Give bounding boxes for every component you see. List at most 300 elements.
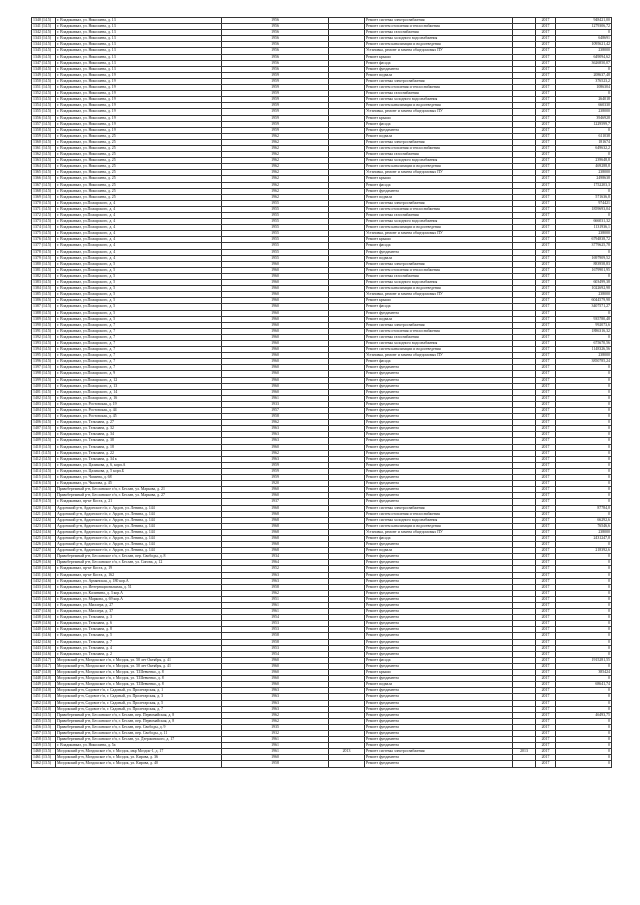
cost-cell: 0 — [556, 590, 612, 596]
repair-year-cell: 2017 — [536, 566, 556, 572]
work-type-cell: Установка, ремонт и замена общедомовых ПУ — [365, 231, 513, 237]
work-type-cell: Ремонт фундамента — [365, 639, 513, 645]
repair-year-cell: 2017 — [536, 420, 556, 426]
cost-cell: 1095621,42 — [556, 42, 612, 48]
cost-cell: 1148326,56 — [556, 347, 612, 353]
work-type-cell: Ремонт фундамента — [365, 627, 513, 633]
build-year-cell: 1962 — [222, 188, 329, 194]
plan-year-cell — [513, 761, 536, 767]
row-number-cell: 1397 (14.5) — [32, 365, 56, 371]
row-number-cell: 1371 (14.5) — [32, 206, 56, 212]
repair-year-cell: 2017 — [536, 493, 556, 499]
row-number-cell: 1379 (14.5) — [32, 255, 56, 261]
address-cell: г. Владикавказ, ул. Николаева, д. 25 — [56, 176, 222, 182]
repair-year-cell: 2017 — [536, 139, 556, 145]
work-type-cell: Ремонт фундамента — [365, 426, 513, 432]
address-cell: г. Владикавказ, пр-кт Коста, д. 19 — [56, 566, 222, 572]
build-year-cell: 1968 — [222, 505, 329, 511]
row-number-cell: 1432 (14.6) — [32, 578, 56, 584]
row-number-cell: 1360 (14.5) — [32, 139, 56, 145]
address-cell: г. Владикавказ, ул. Ростовская, д. 44 — [56, 408, 222, 414]
work-type-cell: Ремонт фундамента — [365, 438, 513, 444]
work-type-cell: Ремонт системы холодного водоснабжения — [365, 517, 513, 523]
address-cell: г. Владикавказ, пр-кт Коста, д. 162 — [56, 572, 222, 578]
work-type-cell: Ремонт фундамента — [365, 737, 513, 743]
repair-year-cell: 2017 — [536, 615, 556, 621]
cost-cell: 2498638 — [556, 176, 612, 182]
row-number-cell: 1451 (14.0) — [32, 694, 56, 700]
address-cell: Ардонский р-н, Ардонское г/п, г. Ардон, ул. Ленина, д. 144 — [56, 529, 222, 535]
cost-cell: 3407571,27 — [556, 304, 612, 310]
cost-cell: 238000 — [556, 231, 612, 237]
build-year-cell: 1958 — [222, 639, 329, 645]
address-cell: г. Владикавказ, ул. Тельмана, д. 27 — [56, 420, 222, 426]
work-type-cell: Ремонт фундамента — [365, 706, 513, 712]
repair-year-cell: 2017 — [536, 286, 556, 292]
work-type-cell: Ремонт фасада — [365, 657, 513, 663]
row-number-cell: 1357 (14.5) — [32, 121, 56, 127]
address-cell: г. Владикавказ, ул. Николаева, д. 25 — [56, 194, 222, 200]
cost-cell: 1886316,32 — [556, 328, 612, 334]
row-number-cell: 1446 (14.7) — [32, 663, 56, 669]
row-number-cell: 1369 (14.5) — [32, 194, 56, 200]
address-cell: г. Владикавказ, ул. Армянская, д. 180 кор.А — [56, 578, 222, 584]
repair-year-cell: 2017 — [536, 468, 556, 474]
cost-cell: 0 — [556, 414, 612, 420]
cost-cell: 0 — [556, 310, 612, 316]
address-cell: Ардонский р-н, Ардонское г/п, г. Ардон, ул. Ленина, д. 144 — [56, 505, 222, 511]
work-type-cell: Установка, ремонт и замена общедомовых ПУ — [365, 529, 513, 535]
address-cell: г. Владикавказ, ул. Тельмана, д. 34 к — [56, 456, 222, 462]
work-type-cell: Ремонт системы газоснабжения — [365, 213, 513, 219]
build-year-cell: 1960 — [222, 347, 329, 353]
build-year-cell: 1959 — [222, 468, 329, 474]
repair-year-cell: 2017 — [536, 237, 556, 243]
work-type-cell: Ремонт крыши — [365, 237, 513, 243]
cost-cell: 0 — [556, 572, 612, 578]
address-cell: г. Владикавказ, ул. Цаликова, д. 5 корп.Б — [56, 468, 222, 474]
repair-year-cell: 2017 — [536, 109, 556, 115]
row-number-cell: 1368 (14.5) — [32, 188, 56, 194]
row-number-cell: 1410 (14.5) — [32, 444, 56, 450]
build-year-cell: 1955 — [222, 213, 329, 219]
plan-year-cell: 2013 — [513, 749, 536, 755]
work-type-cell: Ремонт фундамента — [365, 475, 513, 481]
address-cell: г. Владикавказ, ул.Пожарского, д. 14 — [56, 389, 222, 395]
cost-cell: 0 — [556, 456, 612, 462]
work-type-cell: Установка, ремонт и замена общедомовых ПУ — [365, 170, 513, 176]
build-year-cell: 1960 — [222, 657, 329, 663]
build-year-cell: 1968 — [222, 523, 329, 529]
row-number-cell: 1442 (14.6) — [32, 639, 56, 645]
cost-cell: 66292,6 — [556, 517, 612, 523]
address-cell: г. Владикавказ, ул.Пожарского, д. 7 — [56, 328, 222, 334]
work-type-cell: Ремонт фундамента — [365, 554, 513, 560]
address-cell: г. Владикавказ, пр-кт Коста, д. 21 — [56, 499, 222, 505]
row-number-cell: 1347 (14.5) — [32, 60, 56, 66]
build-year-cell: 1951 — [222, 596, 329, 602]
row-number-cell: 1393 (14.5) — [32, 340, 56, 346]
address-cell: г. Владикавказ, ул.Пожарского, д. 7 — [56, 347, 222, 353]
address-cell: г. Владикавказ, ул. Тельмана, д. 2 — [56, 651, 222, 657]
build-year-cell: 1958 — [222, 633, 329, 639]
repair-year-cell: 2017 — [536, 48, 556, 54]
build-year-cell: 1955 — [222, 255, 329, 261]
work-type-cell: Ремонт систем канализации и водоотведения — [365, 523, 513, 529]
cost-cell: 239648,8 — [556, 158, 612, 164]
work-type-cell: Ремонт фундамента — [365, 249, 513, 255]
address-cell: г. Владикавказ, ул. Николаева, д. 25 — [56, 152, 222, 158]
repair-year-cell: 2017 — [536, 645, 556, 651]
cost-cell: 0 — [556, 395, 612, 401]
work-type-cell: Ремонт фундамента — [365, 414, 513, 420]
address-cell: г. Владикавказ, ул. Миллера, д. 37 — [56, 609, 222, 615]
build-year-cell: 1964 — [222, 560, 329, 566]
cost-cell: 238000 — [556, 48, 612, 54]
cost-cell: 0 — [556, 389, 612, 395]
repair-year-cell: 2017 — [536, 603, 556, 609]
work-type-cell: Ремонт системы электроснабжения — [365, 139, 513, 145]
row-number-cell: 1445 (14.7) — [32, 657, 56, 663]
build-year-cell: 1961 — [222, 737, 329, 743]
address-cell: г. Владикавказ, ул. Николаева, д. 25 — [56, 182, 222, 188]
row-number-cell: 1431 (14.6) — [32, 572, 56, 578]
cost-cell: 0 — [556, 755, 612, 761]
work-type-cell: Ремонт систем канализации и водоотведения — [365, 286, 513, 292]
work-type-cell: Ремонт систем отопления и теплоснабжения — [365, 206, 513, 212]
build-year-cell: 1963 — [222, 426, 329, 432]
row-number-cell: 1408 (14.5) — [32, 432, 56, 438]
cost-cell: 0 — [556, 663, 612, 669]
cost-cell: 0 — [556, 627, 612, 633]
repair-year-cell: 2017 — [536, 718, 556, 724]
address-cell: г. Владикавказ, ул. Николаева, д. 13 — [56, 30, 222, 36]
build-year-cell: 1955 — [222, 206, 329, 212]
address-cell: г. Владикавказ, ул. Тельмана, д. 18 — [56, 444, 222, 450]
cost-cell: 76546,6 — [556, 523, 612, 529]
build-year-cell: 1962 — [222, 164, 329, 170]
repair-year-cell: 2017 — [536, 383, 556, 389]
build-year-cell: 1960 — [222, 444, 329, 450]
work-type-cell: Ремонт фундамента — [365, 188, 513, 194]
work-type-cell: Ремонт фасада — [365, 182, 513, 188]
row-number-cell: 1361 (14.5) — [32, 145, 56, 151]
work-type-cell: Ремонт системы электроснабжения — [365, 505, 513, 511]
build-year-cell: 1960 — [222, 755, 329, 761]
repair-year-cell: 2017 — [536, 377, 556, 383]
row-number-cell: 1376 (14.5) — [32, 237, 56, 243]
row-number-cell: 1423 (14.6) — [32, 523, 56, 529]
repair-year-cell: 2017 — [536, 170, 556, 176]
repair-year-cell: 2017 — [536, 456, 556, 462]
address-cell: г. Владикавказ, ул. Цаликова, д. 6, корп.А — [56, 462, 222, 468]
work-type-cell: Ремонт системы холодного водоснабжения — [365, 219, 513, 225]
address-cell: г. Владикавказ, ул. Николаева, д. 13 — [56, 42, 222, 48]
cost-cell: 0 — [556, 584, 612, 590]
address-cell: г. Владикавказ, ул.Пожарского, д. 5 — [56, 292, 222, 298]
repair-year-cell: 2017 — [536, 730, 556, 736]
row-number-cell: 1388 (14.5) — [32, 310, 56, 316]
cost-cell: 0 — [556, 688, 612, 694]
address-cell: г. Владикавказ, ул. Ростовская, д. 45 — [56, 414, 222, 420]
address-cell: Ардонский р-н, Ардонское г/п, г. Ардон, ул. Ленина, д. 144 — [56, 511, 222, 517]
build-year-cell: 1962 — [222, 158, 329, 164]
build-year-cell: 1956 — [222, 48, 329, 54]
build-year-cell: 1968 — [222, 529, 329, 535]
work-type-cell: Ремонт фасада — [365, 60, 513, 66]
work-type-cell: Ремонт фундамента — [365, 700, 513, 706]
repair-year-cell: 2017 — [536, 639, 556, 645]
build-year-cell: 1960 — [222, 304, 329, 310]
cost-cell: 0 — [556, 737, 612, 743]
cost-cell: 675670,56 — [556, 340, 612, 346]
build-year-cell: 1959 — [222, 109, 329, 115]
cost-cell: 648691 — [556, 36, 612, 42]
cost-cell: 1915281,55 — [556, 657, 612, 663]
cost-cell: 0 — [556, 724, 612, 730]
repair-year-cell: 2017 — [536, 676, 556, 682]
cost-cell: 948421,00 — [556, 18, 612, 24]
cost-cell: 2431247,8 — [556, 535, 612, 541]
row-number-cell: 1345 (14.5) — [32, 48, 56, 54]
row-number-cell: 1424 (14.6) — [32, 529, 56, 535]
capital-repair-schedule-sheet — [31, 17, 611, 768]
address-cell: г. Владикавказ, ул. Николаева, д. 19 — [56, 127, 222, 133]
build-year-cell: 1956 — [222, 30, 329, 36]
cost-cell: 264018 — [556, 97, 612, 103]
cost-cell: 0 — [556, 499, 612, 505]
address-cell: г. Владикавказ, ул. Николаева, д. 25 — [56, 164, 222, 170]
repair-year-cell: 2017 — [536, 724, 556, 730]
address-cell: г. Владикавказ, ул. Чапаева, д. 68 — [56, 475, 222, 481]
cost-cell: 0 — [556, 615, 612, 621]
row-number-cell: 1367 (14.5) — [32, 182, 56, 188]
row-number-cell: 1366 (14.5) — [32, 176, 56, 182]
build-year-cell: 1960 — [222, 365, 329, 371]
row-number-cell: 1344 (14.5) — [32, 42, 56, 48]
repair-year-cell: 2017 — [536, 365, 556, 371]
work-type-cell: Ремонт систем отопления и теплоснабжения — [365, 85, 513, 91]
build-year-cell: 1955 — [222, 225, 329, 231]
work-type-cell: Ремонт крыши — [365, 298, 513, 304]
build-year-cell: 1962 — [222, 590, 329, 596]
address-cell: г. Владикавказ, ул.Пожарского, д. 5 — [56, 298, 222, 304]
repair-year-cell: 2017 — [536, 213, 556, 219]
build-year-cell: 1954 — [222, 615, 329, 621]
work-type-cell: Ремонт фундамента — [365, 645, 513, 651]
cost-cell: 0 — [556, 651, 612, 657]
work-type-cell: Ремонт фундамента — [365, 615, 513, 621]
repair-year-cell: 2017 — [536, 42, 556, 48]
repair-year-cell: 2017 — [536, 97, 556, 103]
row-number-cell: 1449 (14.0) — [32, 682, 56, 688]
cost-cell: 0 — [556, 743, 612, 749]
build-year-cell: 1960 — [222, 322, 329, 328]
repair-year-cell: 2017 — [536, 481, 556, 487]
address-cell: Моздокский р-н, Моздокское г/п, г. Моздок, ул. Кирова, д. 40 — [56, 761, 222, 767]
build-year-cell: 1959 — [222, 103, 329, 109]
repair-year-cell: 2017 — [536, 542, 556, 548]
address-cell: г. Владикавказ, ул.Пожарского, д. 4 — [56, 255, 222, 261]
build-year-cell: 1963 — [222, 432, 329, 438]
address-cell: г. Владикавказ, ул.Пожарского, д. 4 — [56, 243, 222, 249]
repair-year-cell: 2017 — [536, 712, 556, 718]
address-cell: Правобережный р-н, Бесланское г/п, г. Беслан, ул. Маркова, д. 27 — [56, 493, 222, 499]
address-cell: Правобережный р-н, Бесланское г/п, г. Беслан, пер. Свободы, д. 8 — [56, 554, 222, 560]
repair-year-cell: 2017 — [536, 292, 556, 298]
build-year-cell: 1960 — [222, 273, 329, 279]
work-type-cell: Ремонт системы электроснабжения — [365, 78, 513, 84]
address-cell: г. Владикавказ, ул. Николаева, д. 13 — [56, 48, 222, 54]
repair-year-cell: 2017 — [536, 511, 556, 517]
repair-year-cell: 2017 — [536, 182, 556, 188]
address-cell: г. Владикавказ, ул. Николаева, д. 19 — [56, 78, 222, 84]
work-type-cell: Ремонт систем канализации и водоотведения — [365, 347, 513, 353]
work-type-cell: Ремонт систем отопления и теплоснабжения — [365, 328, 513, 334]
cost-cell: 0 — [556, 609, 612, 615]
build-year-cell: 1960 — [222, 340, 329, 346]
row-number-cell: 1380 (14.5) — [32, 261, 56, 267]
repair-year-cell: 2017 — [536, 554, 556, 560]
address-cell: г. Владикавказ, ул. Николаева, д. 19 — [56, 115, 222, 121]
repair-year-cell: 2017 — [536, 243, 556, 249]
cost-cell: 3779625,78 — [556, 243, 612, 249]
build-year-cell: 1962 — [222, 170, 329, 176]
address-cell: г. Владикавказ, ул.Пожарского, д. 4 — [56, 249, 222, 255]
address-cell: г. Владикавказ, ул.Пожарского, д. 4 — [56, 225, 222, 231]
row-number-cell: 1425 (14.6) — [32, 535, 56, 541]
address-cell: г. Владикавказ, ул. Николаева, д. 25 — [56, 133, 222, 139]
repair-year-cell: 2017 — [536, 535, 556, 541]
cost-cell: 0 — [556, 450, 612, 456]
address-cell: г. Владикавказ, ул. Николаева, д. 25 — [56, 158, 222, 164]
build-year-cell: 1963 — [222, 572, 329, 578]
build-year-cell: 1960 — [222, 670, 329, 676]
build-year-cell: 1960 — [222, 261, 329, 267]
build-year-cell: 1960 — [222, 353, 329, 359]
build-year-cell: 1955 — [222, 231, 329, 237]
row-number-cell: 1450 (14.0) — [32, 688, 56, 694]
address-cell: г. Владикавказ, ул. Николаева, д. 25 — [56, 145, 222, 151]
work-type-cell: Ремонт фундамента — [365, 377, 513, 383]
row-number-cell: 1434 (14.6) — [32, 590, 56, 596]
cost-cell: 0 — [556, 432, 612, 438]
cost-cell: 469288,8 — [556, 164, 612, 170]
row-number-cell: 1444 (14.6) — [32, 651, 56, 657]
address-cell: г. Владикавказ, ул.Пожарского, д. 5 — [56, 286, 222, 292]
row-number-cell: 1428 (14.6) — [32, 554, 56, 560]
address-cell: г. Владикавказ, ул.Пожарского, д. 9 — [56, 371, 222, 377]
work-type-cell: Ремонт системы газоснабжения — [365, 334, 513, 340]
row-number-cell: 1461 (13.5) — [32, 755, 56, 761]
row-number-cell: 1385 (14.5) — [32, 292, 56, 298]
row-number-cell: 1375 (14.5) — [32, 231, 56, 237]
row-number-cell: 1362 (14.5) — [32, 152, 56, 158]
cost-cell: 238000 — [556, 170, 612, 176]
work-type-cell: Ремонт фундамента — [365, 663, 513, 669]
address-cell: г. Владикавказ, ул.Пожарского, д. 7 — [56, 353, 222, 359]
work-type-cell: Ремонт фундамента — [365, 401, 513, 407]
cost-cell: 0 — [556, 487, 612, 493]
build-year-cell: 1960 — [222, 267, 329, 273]
address-cell: г. Владикавказ, ул. Николаева, д. 19 — [56, 97, 222, 103]
repair-year-cell: 2017 — [536, 127, 556, 133]
address-cell: г. Владикавказ, ул. Калинина, д. 3 кор.А — [56, 590, 222, 596]
build-year-cell: 1962 — [222, 718, 329, 724]
row-number-cell: 1405 (14.5) — [32, 414, 56, 420]
row-number-cell: 1372 (14.5) — [32, 213, 56, 219]
address-cell: Правобережный р-н, Бесланское г/п, г. Беслан, пер. Первомайская, д. 8 — [56, 718, 222, 724]
repair-year-cell: 2017 — [536, 249, 556, 255]
cost-cell: 649094,62 — [556, 54, 612, 60]
repair-year-cell: 2017 — [536, 529, 556, 535]
repair-year-cell: 2017 — [536, 395, 556, 401]
build-year-cell: 1962 — [222, 176, 329, 182]
row-number-cell: 1438 (14.6) — [32, 615, 56, 621]
row-number-cell: 1353 (14.5) — [32, 97, 56, 103]
build-year-cell: 1957 — [222, 408, 329, 414]
address-cell: г. Владикавказ, ул.Пожарского, д. 5 — [56, 280, 222, 286]
address-cell: г. Владикавказ, ул.Пожарского, д. 4 — [56, 219, 222, 225]
row-number-cell: 1458 (13.5) — [32, 737, 56, 743]
row-number-cell: 1390 (14.5) — [32, 322, 56, 328]
address-cell: Моздокский р-н, Садовое г/п, г. Садовый, ул. Пролетарская, д. 7 — [56, 706, 222, 712]
repair-year-cell: 2017 — [536, 633, 556, 639]
address-cell: г. Владикавказ, ул.Пожарского, д. 7 — [56, 359, 222, 365]
row-number-cell: 1404 (14.5) — [32, 408, 56, 414]
address-cell: г. Владикавказ, ул.Пожарского, д. 7 — [56, 322, 222, 328]
cost-cell: 0 — [556, 408, 612, 414]
cost-cell: 0 — [556, 91, 612, 97]
address-cell: Моздокский р-н, Моздокское г/п, г. Моздок, ул. 50 лет Октября, д. 41 — [56, 657, 222, 663]
repair-year-cell: 2017 — [536, 560, 556, 566]
row-number-cell: 1374 (14.5) — [32, 225, 56, 231]
row-number-cell: 1416 (14.5) — [32, 481, 56, 487]
build-year-cell: 1961 — [222, 749, 329, 755]
build-year-cell: 1961 — [222, 743, 329, 749]
cost-cell: 0 — [556, 645, 612, 651]
work-type-cell: Ремонт фундамента — [365, 310, 513, 316]
work-type-cell: Ремонт систем канализации и водоотведения — [365, 42, 513, 48]
repair-year-cell: 2017 — [536, 743, 556, 749]
cost-cell: 0 — [556, 401, 612, 407]
address-cell: Правобережный р-н, Бесланское г/п, г. Беслан, ул. Сигова, д. 12 — [56, 560, 222, 566]
work-type-cell: Ремонт системы холодного водоснабжения — [365, 36, 513, 42]
cost-cell: 1086304 — [556, 85, 612, 91]
row-number-cell: 1348 (14.5) — [32, 66, 56, 72]
address-cell: г. Владикавказ, ул. Николаева, д. 25 — [56, 170, 222, 176]
work-type-cell: Ремонт фундамента — [365, 371, 513, 377]
work-type-cell: Ремонт фундамента — [365, 420, 513, 426]
cost-cell: 0 — [556, 462, 612, 468]
row-number-cell: 1454 (13.5) — [32, 712, 56, 718]
build-year-cell: 1953 — [222, 621, 329, 627]
address-cell: Моздокский р-н, Садовое г/п, г. Садовый, ул. Пролетарская, д. 1 — [56, 688, 222, 694]
work-type-cell: Ремонт подвала — [365, 682, 513, 688]
address-cell: г. Владикавказ, ул.Пожарского, д. 5 — [56, 316, 222, 322]
work-type-cell: Ремонт системы холодного водоснабжения — [365, 280, 513, 286]
repair-year-cell: 2017 — [536, 450, 556, 456]
cost-cell: 3626850,07 — [556, 60, 612, 66]
repair-year-cell: 2017 — [536, 505, 556, 511]
build-year-cell: 1956 — [222, 60, 329, 66]
repair-year-cell: 2017 — [536, 749, 556, 755]
cost-cell: 1022692,98 — [556, 286, 612, 292]
address-cell: г. Владикавказ, ул.Пожарского, д. 7 — [56, 365, 222, 371]
cost-cell: 0 — [556, 639, 612, 645]
cost-cell: 0 — [556, 188, 612, 194]
address-cell: Правобережный р-н, Бесланское г/п, г. Беслан, ул. Дзержинского, д. 17 — [56, 737, 222, 743]
